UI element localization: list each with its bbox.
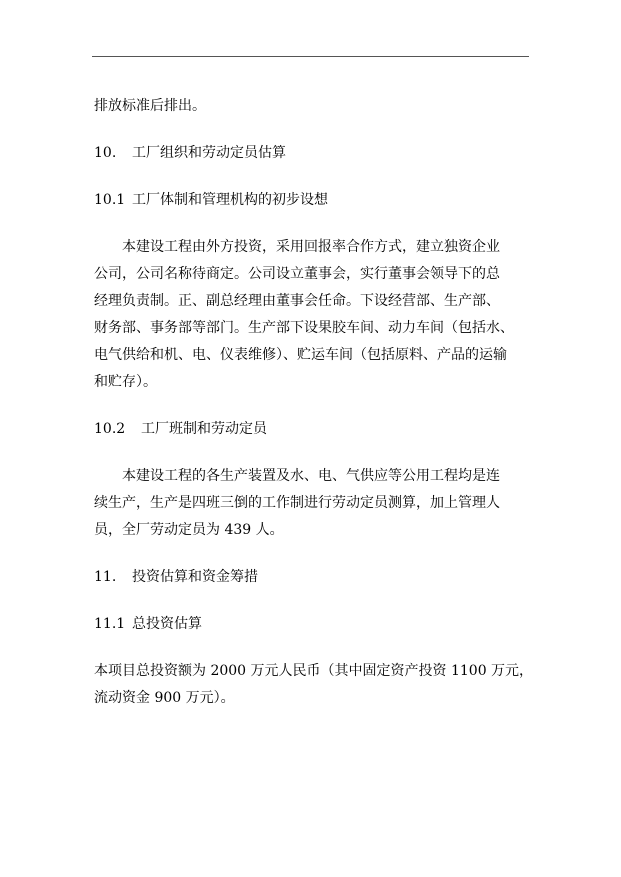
paragraph-line: 公司，公司名称待商定。公司设立董事会，实行董事会领导下的总 bbox=[94, 266, 500, 282]
heading-title: 总投资估算 bbox=[132, 616, 202, 632]
paragraph-line: 和贮存）。 bbox=[94, 374, 157, 390]
paragraph-continuation: 排放标准后排出。 bbox=[94, 98, 206, 114]
paragraph-line: 流动资金 900 万元）。 bbox=[94, 690, 235, 706]
paragraph-line: 员，全厂劳动定员为 439 人。 bbox=[94, 522, 284, 538]
paragraph-10-1 bbox=[94, 234, 526, 396]
header-rule bbox=[92, 56, 529, 57]
paragraph-10-2 bbox=[94, 463, 526, 544]
document-body bbox=[94, 93, 534, 712]
heading-number: 10. bbox=[94, 145, 117, 161]
paragraph-11-1 bbox=[94, 658, 534, 712]
paragraph-line: 本项目总投资额为 2000 万元人民币（其中固定资产投资 1100 万元， bbox=[94, 663, 534, 679]
heading-number: 11.1 bbox=[94, 616, 126, 632]
heading-number: 10.2 bbox=[94, 421, 126, 437]
heading-10-2 bbox=[94, 416, 526, 443]
heading-10-1 bbox=[94, 187, 526, 214]
heading-11 bbox=[94, 564, 526, 591]
heading-title: 工厂组织和劳动定员估算 bbox=[132, 145, 286, 161]
heading-10 bbox=[94, 140, 526, 167]
heading-title: 工厂体制和管理机构的初步设想 bbox=[132, 192, 328, 208]
heading-title: 工厂班制和劳动定员 bbox=[141, 421, 267, 437]
heading-11-1 bbox=[94, 611, 526, 638]
paragraph-line: 电气供给和机、电、仪表维修）、贮运车间（包括原料、产品的运输 bbox=[94, 347, 507, 363]
paragraph-line: 本建设工程的各生产装置及水、电、气供应等公用工程均是连 bbox=[122, 468, 500, 484]
heading-number: 10.1 bbox=[94, 192, 126, 208]
paragraph-line: 续生产，生产是四班三倒的工作制进行劳动定员测算，加上管理人 bbox=[94, 495, 500, 511]
paragraph-line: 经理负责制。正、副总经理由董事会任命。下设经营部、生产部、 bbox=[94, 293, 500, 309]
paragraph-line: 本建设工程由外方投资，采用回报率合作方式，建立独资企业 bbox=[122, 239, 500, 255]
paragraph-line: 财务部、事务部等部门。生产部下设果胶车间、动力车间（包括水、 bbox=[94, 320, 514, 336]
heading-title: 投资估算和资金筹措 bbox=[132, 569, 258, 585]
heading-number: 11. bbox=[94, 569, 117, 585]
